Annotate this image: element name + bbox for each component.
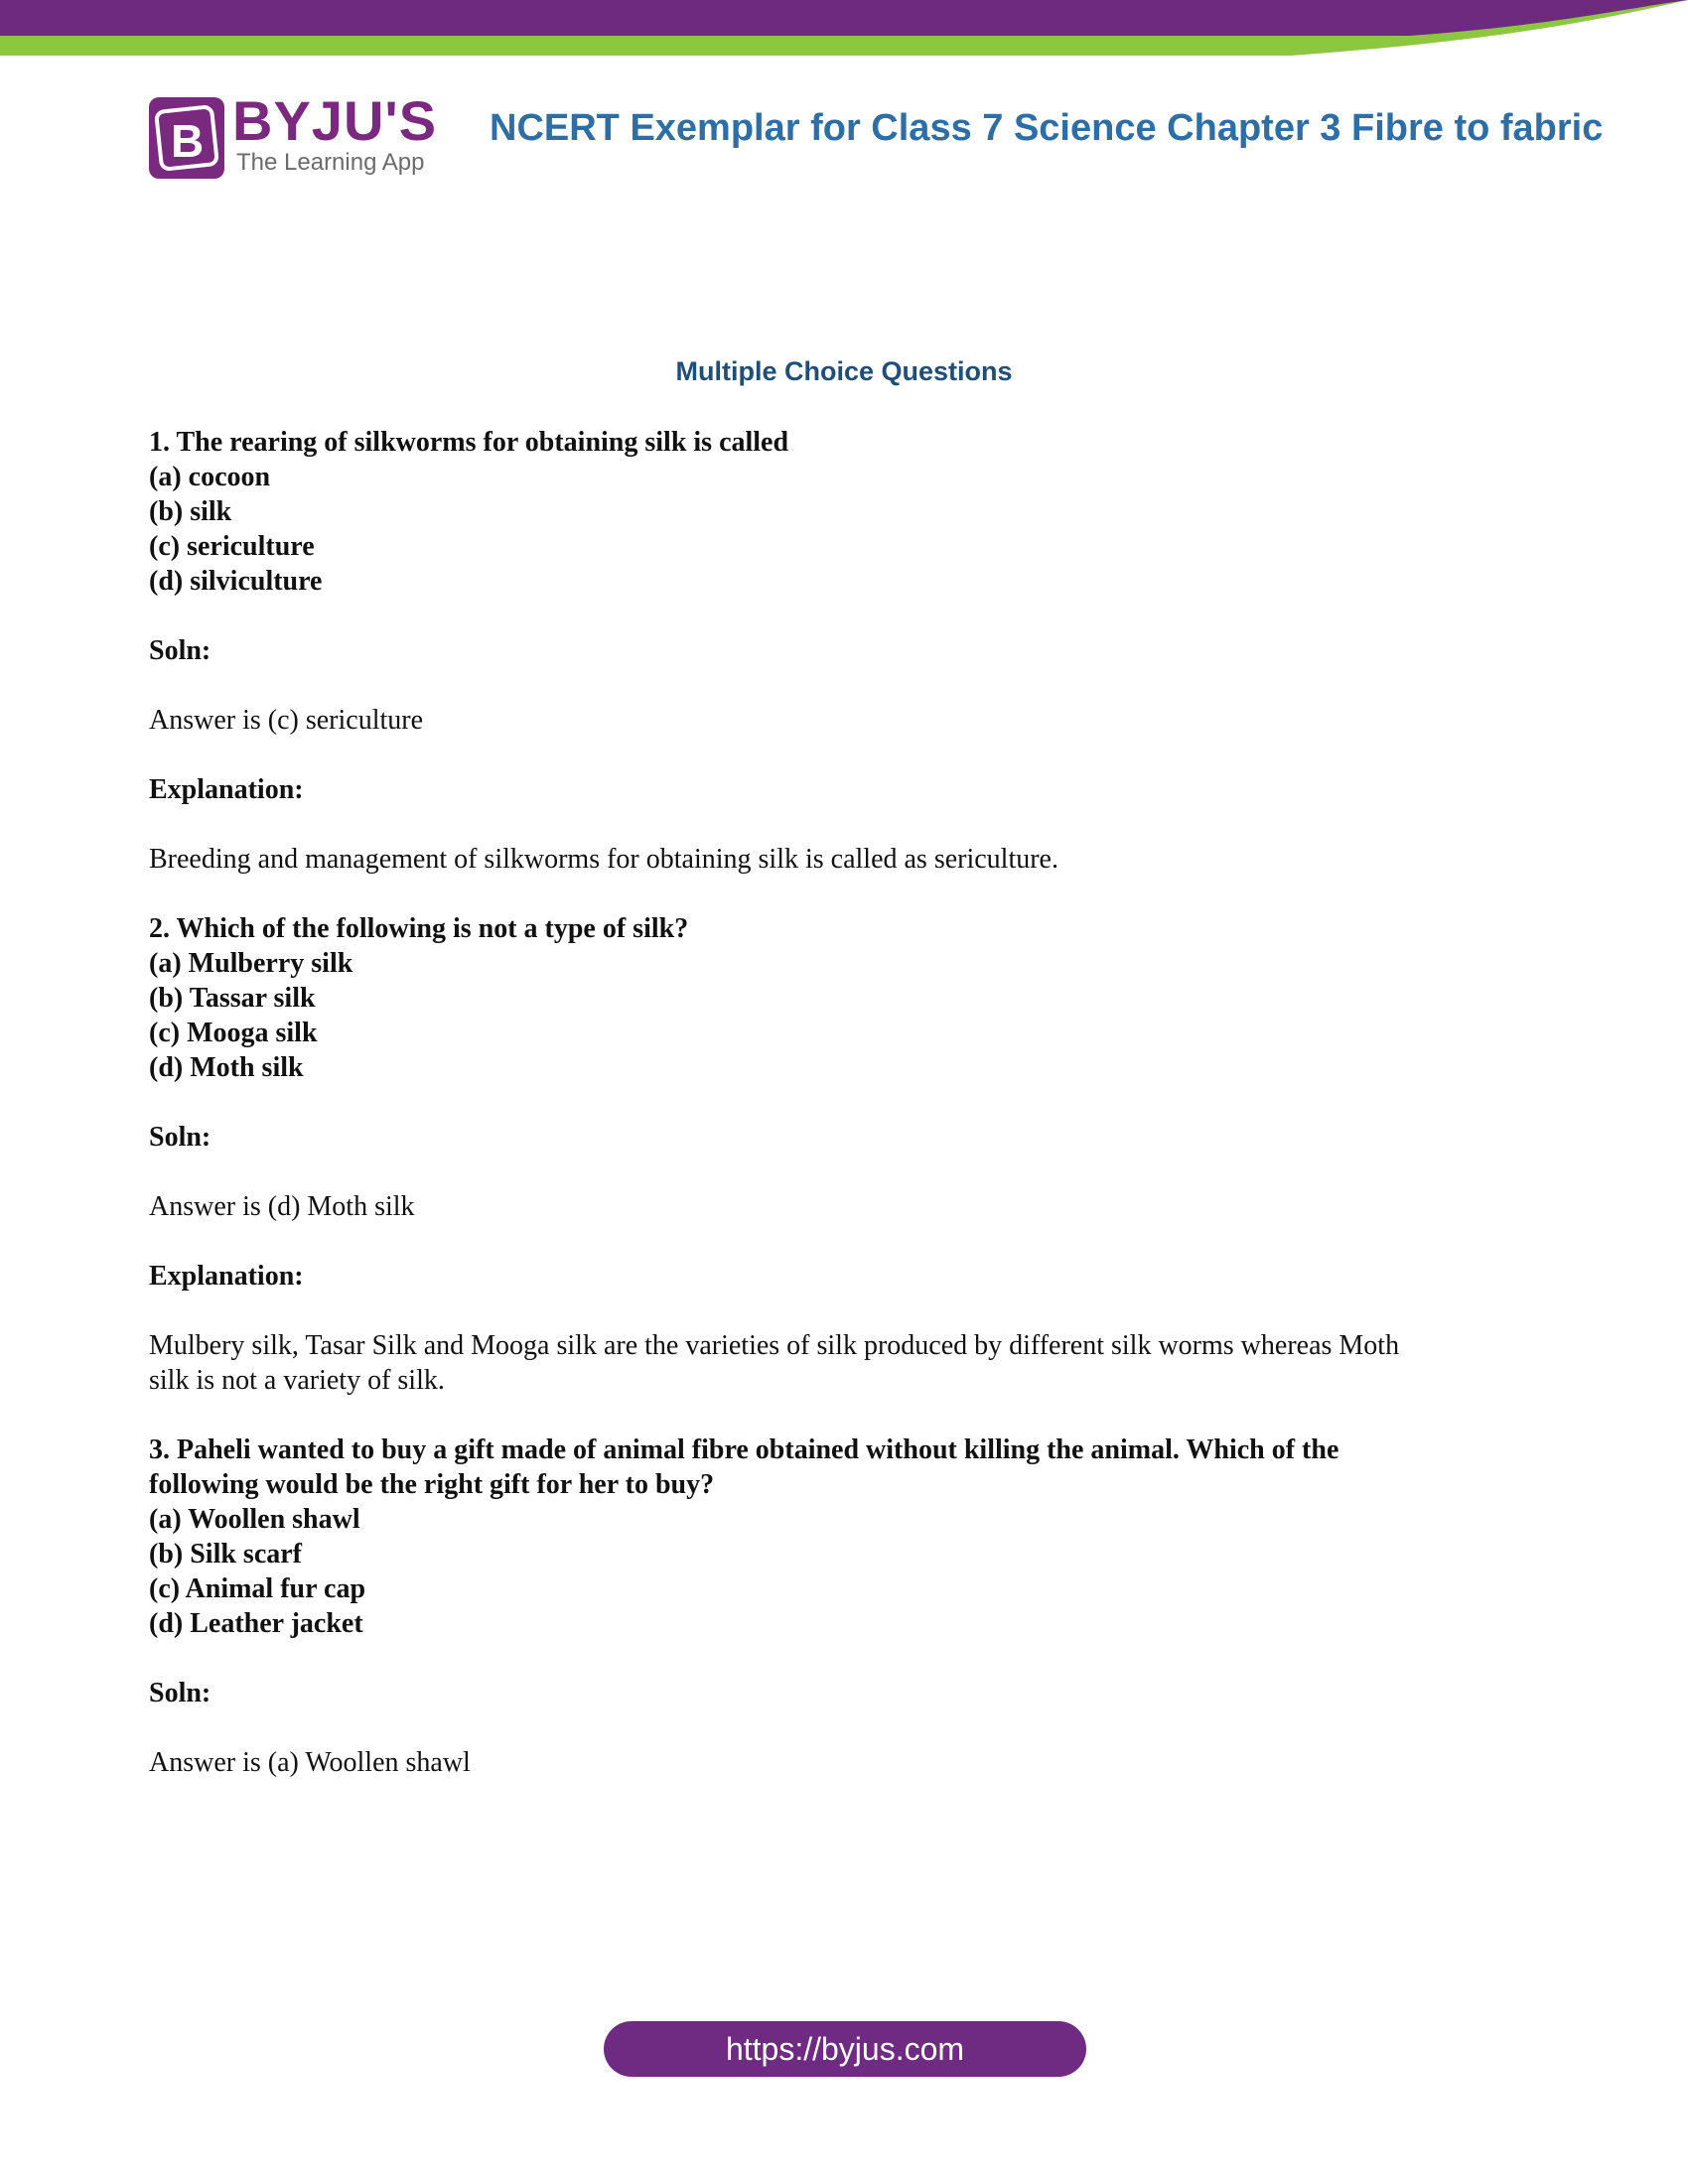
footer-url-link[interactable]: https://byjus.com: [604, 2021, 1086, 2077]
document-body: [149, 425, 1539, 1780]
question-2-answer: Answer is (d) Moth silk: [149, 1191, 415, 1222]
question-3-option-b: (b) Silk scarf: [149, 1539, 302, 1570]
page-header-title: NCERT Exemplar for Class 7 Science Chapter 3 Fibre to fabric: [490, 107, 1604, 149]
byjus-logo: [149, 89, 438, 181]
question-3-text-line-1: 3. Paheli wanted to buy a gift made of animal fibre obtained without killing the animal. Which of the: [149, 1434, 1339, 1465]
question-2-option-c: (c) Mooga silk: [149, 1018, 318, 1048]
byjus-logo-mark: [149, 97, 224, 179]
question-1-soln-label: Soln:: [149, 635, 211, 666]
question-1-option-c: (c) sericulture: [149, 531, 315, 562]
question-1-option-b: (b) silk: [149, 496, 232, 527]
question-1-explanation-label: Explanation:: [149, 774, 304, 805]
question-1-option-a: (a) cocoon: [149, 462, 271, 492]
question-2-text: 2. Which of the following is not a type of silk?: [149, 913, 689, 944]
question-1-explanation: Breeding and management of silkworms for obtaining silk is called as sericulture.: [149, 844, 1058, 875]
question-3-option-c: (c) Animal fur cap: [149, 1573, 366, 1604]
question-3-option-a: (a) Woollen shawl: [149, 1504, 360, 1535]
logo-tagline: The Learning App: [236, 149, 425, 176]
question-2-soln-label: Soln:: [149, 1122, 211, 1153]
logo-brand-text: BYJU'S: [232, 89, 438, 152]
question-1-answer: Answer is (c) sericulture: [149, 705, 424, 736]
top-decorative-band: [0, 0, 1688, 60]
question-1-text: 1. The rearing of silkworms for obtaining silk is called: [149, 427, 789, 458]
question-2-option-a: (a) Mulberry silk: [149, 948, 353, 979]
logo-mark-letter: B: [171, 115, 205, 167]
question-3-soln-label: Soln:: [149, 1678, 211, 1708]
question-2-explanation-line-1: Mulbery silk, Tasar Silk and Mooga silk are the varieties of silk produced by different silk worms whereas Moth: [149, 1330, 1400, 1361]
question-3-text-line-2: following would be the right gift for her to buy?: [149, 1469, 715, 1500]
question-2-explanation-label: Explanation:: [149, 1261, 304, 1292]
question-3-answer: Answer is (a) Woollen shawl: [149, 1747, 471, 1778]
section-title: Multiple Choice Questions: [675, 356, 1013, 386]
question-1-option-d: (d) silviculture: [149, 566, 323, 597]
question-2-explanation-line-2: silk is not a variety of silk.: [149, 1365, 445, 1396]
question-2-option-b: (b) Tassar silk: [149, 983, 316, 1014]
question-2-option-d: (d) Moth silk: [149, 1052, 304, 1083]
question-3-option-d: (d) Leather jacket: [149, 1608, 363, 1639]
